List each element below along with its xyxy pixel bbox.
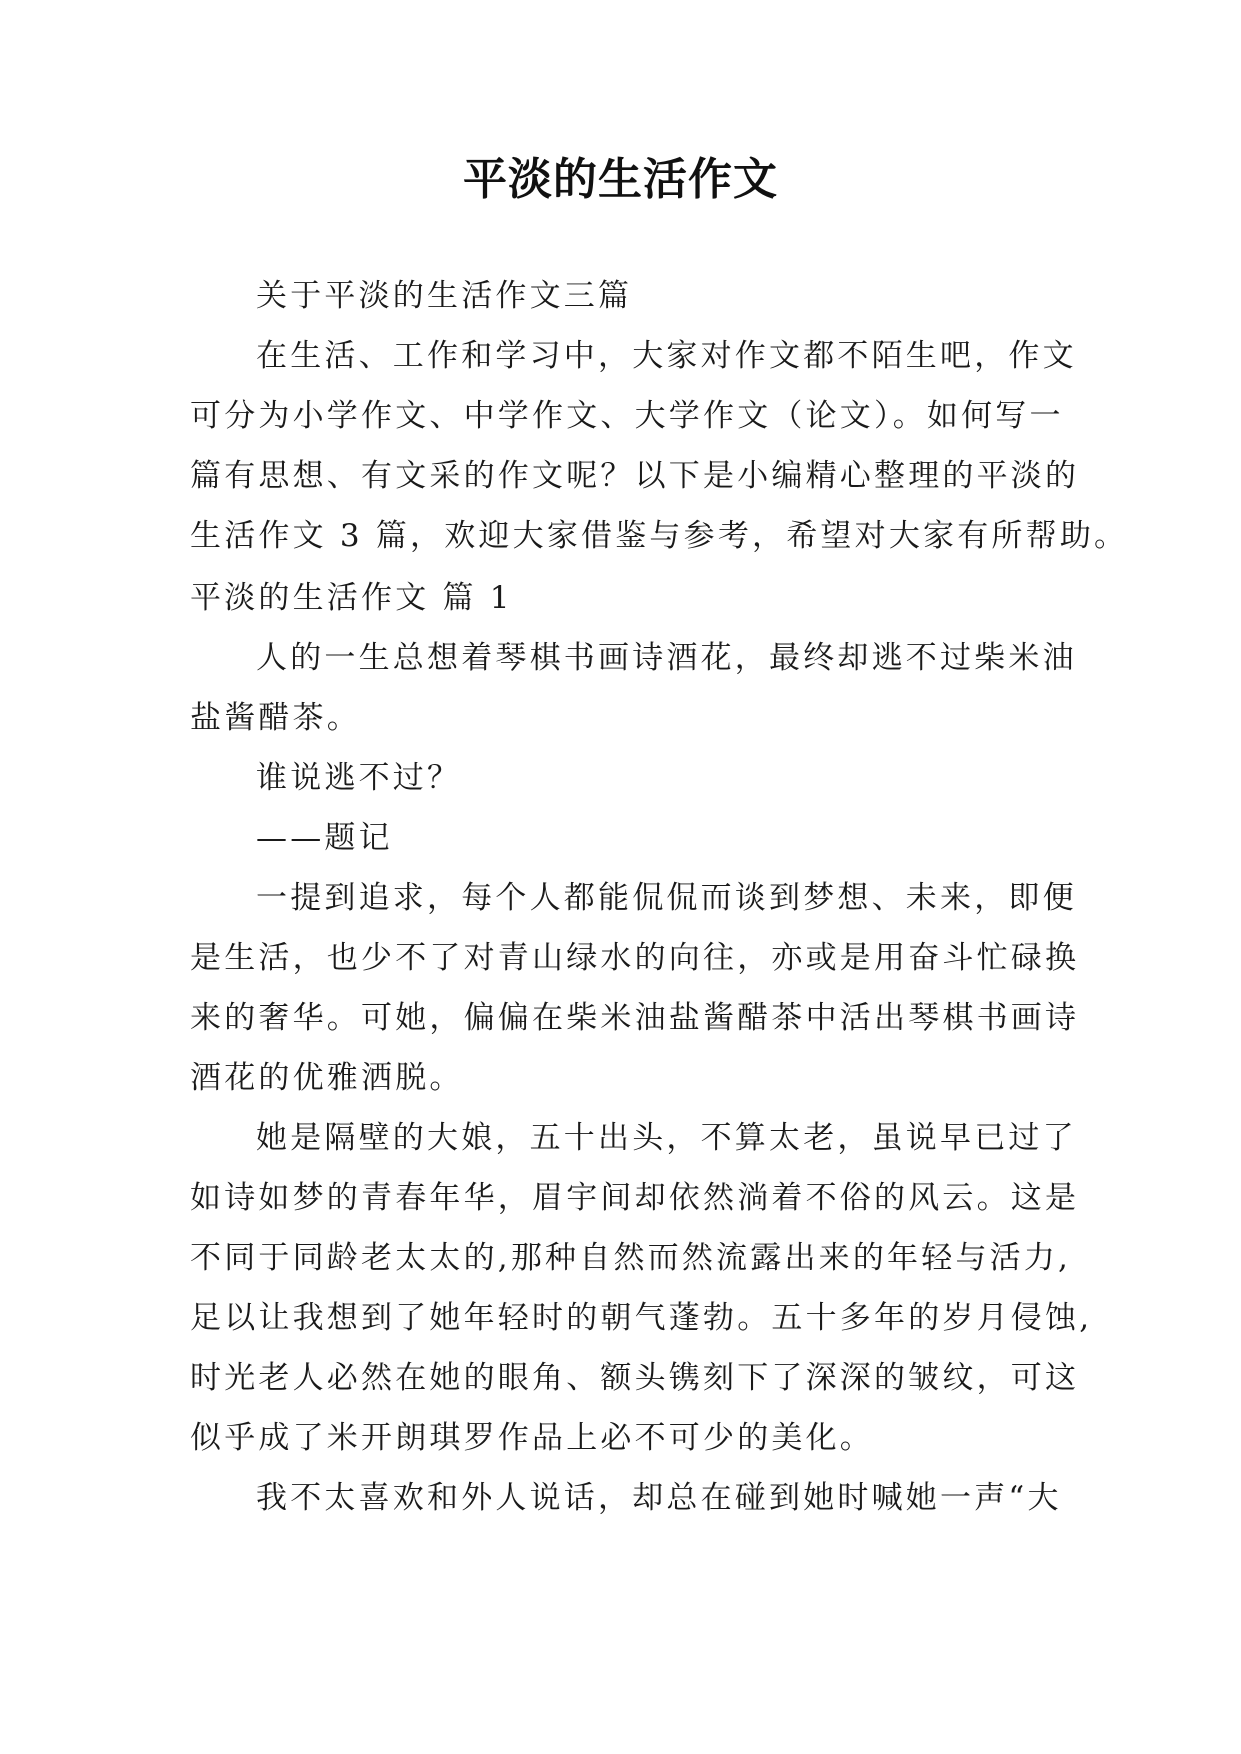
- intro-line: 篇有思想、有文采的作文呢？以下是小编精心整理的平淡的: [190, 458, 1080, 494]
- paragraph-line: 是生活，也少不了对青山绿水的向往，亦或是用奋斗忙碌换: [190, 940, 1080, 976]
- document-title: 平淡的生活作文: [463, 154, 778, 205]
- paragraph-line: 来的奢华。可她，偏偏在柴米油盐酱醋茶中活出琴棋书画诗: [190, 1000, 1080, 1036]
- intro-block: [190, 266, 1129, 566]
- intro-line: 在生活、工作和学习中，大家对作文都不陌生吧，作文: [256, 338, 1077, 374]
- paragraph-line: 我不太喜欢和外人说话，却总在碰到她时喊她一声“大: [256, 1480, 1062, 1516]
- paragraph-line: 一提到追求，每个人都能侃侃而谈到梦想、未来，即便: [256, 880, 1077, 916]
- section-heading: 平淡的生活作文 篇 1: [190, 580, 513, 616]
- paragraph-line: 谁说逃不过？: [256, 760, 462, 796]
- intro-heading: 关于平淡的生活作文三篇: [256, 278, 633, 314]
- paragraph-line: 酒花的优雅洒脱。: [190, 1060, 464, 1096]
- intro-line: 可分为小学作文、中学作文、大学作文（论文）。如何写一: [190, 398, 1064, 434]
- epigraph-attribution: ——题记: [256, 820, 393, 856]
- paragraph-line: 似乎成了米开朗琪罗作品上必不可少的美化。: [190, 1420, 874, 1456]
- paragraph-line: 如诗如梦的青春年华，眉宇间却依然淌着不俗的风云。这是: [190, 1180, 1080, 1216]
- paragraph-line: 她是隔壁的大娘，五十出头，不算太老，虽说早已过了: [256, 1120, 1077, 1156]
- paragraph-line: 不同于同龄老太太的,那种自然而然流露出来的年轻与活力,: [190, 1240, 1072, 1276]
- intro-line: 生活作文 3 篇，欢迎大家借鉴与参考，希望对大家有所帮助。: [190, 518, 1129, 554]
- section-1: [190, 568, 1093, 1528]
- paragraph-line: 盐酱醋茶。: [190, 700, 361, 736]
- paragraph-line: 足以让我想到了她年轻时的朝气蓬勃。五十多年的岁月侵蚀,: [190, 1300, 1093, 1336]
- paragraph-line: 人的一生总想着琴棋书画诗酒花，最终却逃不过柴米油: [256, 640, 1077, 676]
- paragraph-line: 时光老人必然在她的眼角、额头镌刻下了深深的皱纹，可这: [190, 1360, 1080, 1396]
